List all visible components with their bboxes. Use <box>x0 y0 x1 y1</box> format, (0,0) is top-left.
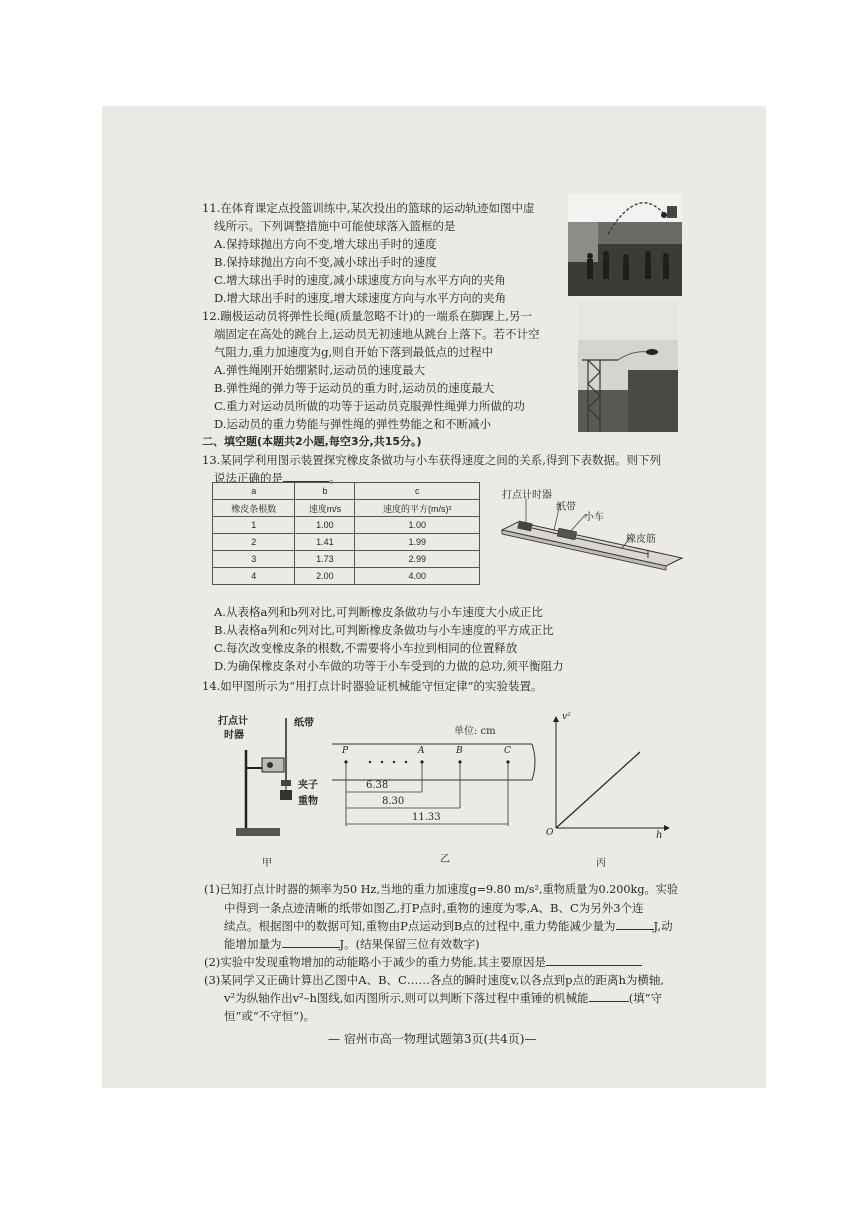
basketball-photo <box>568 194 682 296</box>
table-cell: 4.00 <box>355 568 480 585</box>
label-band: 橡皮筋 <box>626 534 656 545</box>
dist-b: 8.30 <box>382 796 405 807</box>
q13-option-d: D.为确保橡皮条对小车做的功等于小车受到的力做的总功,须平衡阻力 <box>214 659 564 673</box>
axis-x-label: h <box>656 830 663 841</box>
answer-blank <box>616 918 654 930</box>
answer-blank <box>589 990 629 1002</box>
exam-page <box>102 106 766 1088</box>
q14-part1-line1: (1)已知打点计时器的频率为50 Hz,当地的重力加速度g=9.80 m/s²,重物质量为0.200kg。实验 <box>204 883 679 896</box>
table-cell: 1.73 <box>295 551 355 568</box>
q14-part3-line1: (3)某同学又正确计算出乙图中A、B、C……各点的瞬时速度v,以各点到p点的距离h为横轴, <box>204 973 665 987</box>
answer-blank <box>546 954 642 966</box>
q14-part2-text: (2)实验中发现重物增加的动能略小于减少的重力势能,其主要原因是 <box>204 955 546 969</box>
q12-stem-line3: 气阻力,重力加速度为g,则自开始下落到最低点的过程中 <box>214 345 494 359</box>
table-header: 速度的平方(m/s)² <box>355 500 480 517</box>
q11-option-a: A.保持球抛出方向不变,增大球出手时的速度 <box>214 237 437 251</box>
q14-stem: 14.如甲图所示为“用打点计时器验证机械能守恒定律”的实验装置。 <box>202 679 543 693</box>
table-row <box>213 568 480 585</box>
figure-jia <box>218 710 328 870</box>
q14-part3-line2-end: (填“守 <box>628 991 663 1005</box>
q12-option-c: C.重力对运动员所做的功等于运动员克服弹性绳弹力所做的功 <box>214 399 526 413</box>
q14-part3-line2-text: v²为纵轴作出v²–h图线,如丙图所示,则可以判断下落过程中重锤的机械能 <box>224 991 589 1005</box>
table-cell: 1.99 <box>355 534 480 551</box>
origin-label: O <box>546 828 554 838</box>
table-header-row <box>213 500 480 517</box>
section2-heading: 二、填空题(本题共2小题,每空3分,共15分。) <box>202 435 422 448</box>
label-timer-line2: 时器 <box>224 730 244 741</box>
table-row <box>213 551 480 568</box>
caption-yi: 乙 <box>440 854 450 865</box>
label-cart: 小车 <box>584 512 604 523</box>
point-c: C <box>504 746 511 756</box>
figure-yi <box>332 722 542 872</box>
figure-bing <box>544 712 674 872</box>
q14-part1-line2: 中得到一条点迹清晰的纸带如图乙,打P点时,重物的速度为零,A、B、C为另外3个连 <box>224 901 644 915</box>
table-row <box>213 534 480 551</box>
table-cell: 1.00 <box>355 517 480 534</box>
table-cell: 4 <box>213 568 295 585</box>
page-footer: — 宿州市高一物理试题第3页(共4页)— <box>328 1032 537 1046</box>
caption-bing: 丙 <box>596 858 606 869</box>
q11-stem-line1: 11.在体育课定点投篮训练中,某次投出的篮球的运动轨迹如图中虚 <box>202 201 535 215</box>
point-p: P <box>342 746 349 756</box>
q13-option-a: A.从表格a列和b列对比,可判断橡皮条做功与小车速度大小成正比 <box>214 605 543 619</box>
bungee-photo <box>578 300 678 432</box>
label-tape: 纸带 <box>294 718 314 729</box>
label-timer-line1: 打点计 <box>218 716 248 727</box>
label-clip: 夹子 <box>298 780 318 791</box>
q14-part3-line3: 恒”或“不守恒”)。 <box>224 1009 316 1023</box>
dist-c: 11.33 <box>412 812 441 823</box>
q14-part1-line3 <box>224 918 673 934</box>
table-cell: b <box>295 483 355 500</box>
q11-option-d: D.增大球出手时的速度,增大球速度方向与水平方向的夹角 <box>214 291 507 305</box>
table-header: 速度m/s <box>295 500 355 517</box>
label-weight: 重物 <box>298 796 318 807</box>
q13-stem-line1: 13.某同学利用图示装置探究橡皮条做功与小车获得速度之间的关系,得到下表数据。则下列 <box>202 453 661 467</box>
q12-stem-line1: 12.蹦极运动员将弹性长绳(质量忽略不计)的一端系在脚踝上,另一 <box>202 309 532 323</box>
axis-y-label: v² <box>562 712 571 722</box>
data-table <box>212 482 480 585</box>
table-cell: 2.99 <box>355 551 480 568</box>
q13-option-b: B.从表格a列和c列对比,可判断橡皮条做功与小车速度的平方成正比 <box>214 623 554 637</box>
table-cell: 2 <box>213 534 295 551</box>
q12-option-a: A.弹性绳刚开始绷紧时,运动员的速度最大 <box>214 363 426 377</box>
point-b: B <box>456 746 463 756</box>
q12-option-b: B.弹性绳的弹力等于运动员的重力时,运动员的速度最大 <box>214 381 495 395</box>
q11-option-c: C.增大球出手时的速度,减小球速度方向与水平方向的夹角 <box>214 273 506 287</box>
q14-part1-line4 <box>224 936 480 952</box>
table-cell: 1.41 <box>295 534 355 551</box>
table-cell: 3 <box>213 551 295 568</box>
caption-jia: 甲 <box>262 858 272 869</box>
q12-option-d: D.运动员的重力势能与弹性绳的弹性势能之和不断减小 <box>214 417 491 431</box>
dist-a: 6.38 <box>366 780 389 791</box>
label-timer: 打点计时器 <box>502 490 552 501</box>
table-letter-row <box>213 483 480 500</box>
q11-stem-line2: 线所示。下列调整措施中可能使球落入篮框的是 <box>214 219 456 233</box>
table-cell: c <box>355 483 480 500</box>
q14-part1-line3-text: 续点。根据图中的数据可知,重物由P点运动到B点的过程中,重力势能减少量为 <box>224 919 616 933</box>
point-a: A <box>418 746 425 756</box>
q12-stem-line2: 端固定在高处的跳台上,运动员无初速地从跳台上落下。若不计空 <box>214 327 540 341</box>
q11-option-b: B.保持球抛出方向不变,减小球出手时的速度 <box>214 255 437 269</box>
table-cell: 2.00 <box>295 568 355 585</box>
q14-part1-line3-end: J,动 <box>653 919 673 933</box>
q13-stem-period: 。 <box>329 471 341 485</box>
table-header: 橡皮条根数 <box>213 500 295 517</box>
table-cell: a <box>213 483 295 500</box>
answer-blank <box>283 470 329 482</box>
q14-part2 <box>204 954 642 970</box>
table-cell: 1 <box>213 517 295 534</box>
q14-part1-line4-text: 能增加量为 <box>224 937 282 951</box>
answer-blank <box>282 936 340 948</box>
table-cell: 1.00 <box>295 517 355 534</box>
q14-part1-line4-end: J。(结果保留三位有效数字) <box>339 937 480 951</box>
q14-part3-line2 <box>224 990 662 1006</box>
unit-label: 单位: cm <box>454 726 496 737</box>
q13-stem-text: 说法正确的是 <box>214 471 283 485</box>
q13-option-c: C.每次改变橡皮条的根数,不需要将小车拉到相同的位置释放 <box>214 641 518 655</box>
q13-apparatus-figure <box>496 484 686 584</box>
label-tape: 纸带 <box>556 502 576 513</box>
table-row <box>213 517 480 534</box>
